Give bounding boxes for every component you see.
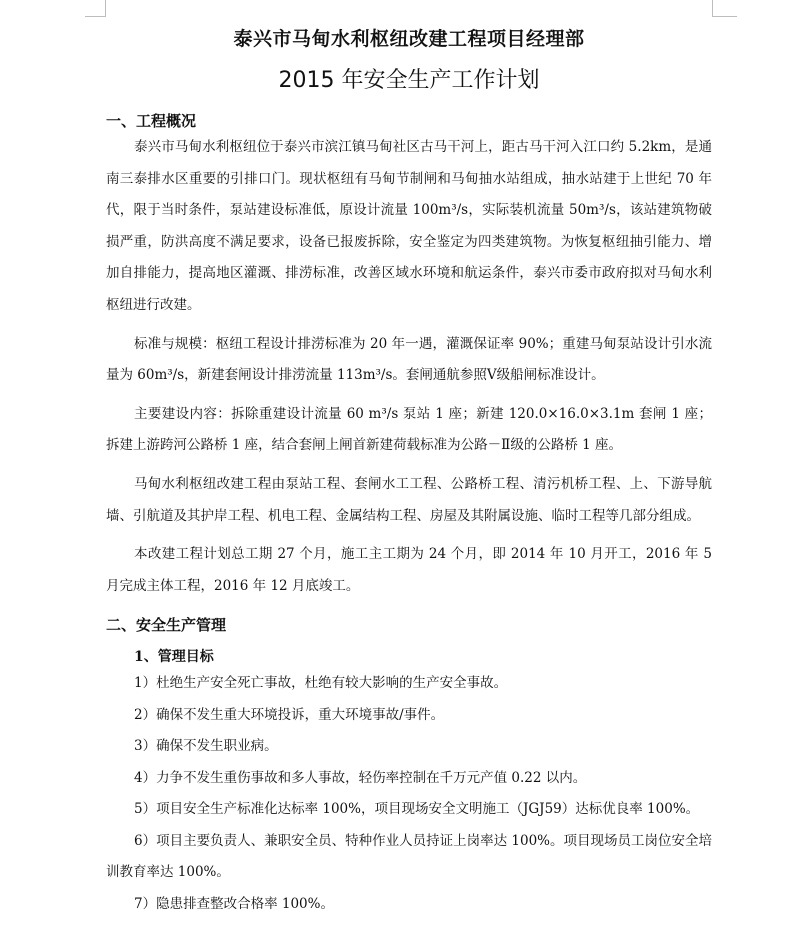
schedule-paragraph: 本改建工程计划总工期 27 个月，施工主工期为 24 个月，即 2014 年 10 月开工，2016 年 5 月完成主体工程，2016 年 12 月底竣工。 — [106, 546, 712, 594]
goal-item: 4）力争不发生重伤事故和多人事故，轻伤率控制在千万元产值 0.22 以内。 — [134, 769, 587, 786]
section-heading-overview: 一、工程概况 — [106, 112, 197, 130]
goal-item: 1）杜绝生产安全死亡事故，杜绝有较大影响的生产安全事故。 — [134, 675, 508, 692]
overview-paragraph: 泰兴市马甸水利枢纽位于泰兴市滨江镇马甸社区古马干河上，距古马干河入江口约 5.2km，是通南三泰排水区重要的引排口门。现状枢纽有马甸节制闸和马甸抽水站组成，抽水站建于上世纪 70 年代，限于当时条件，泵站建设标准低，原设计流量 100m³/s，实际装机流量 50m³/s，该站建筑物破损严重，防洪高度不满足要求，设备已报废拆除，安全鉴定为四类建筑物。为恢复枢纽抽引能力、增加自排能力，提高地区灌溉、排涝标准，改善区域水环境和航运条件，泰兴市委市政府拟对马甸水利枢纽进行改建。 — [106, 139, 712, 313]
goal-item: 6）项目主要负责人、兼职安全员、特种作业人员持证上岗率达 100%。项目现场员工岗位安全培训教育率达 100%。 — [106, 832, 712, 881]
goal-item: 3）确保不发生职业病。 — [134, 738, 278, 755]
section-heading-safety: 二、安全生产管理 — [106, 616, 227, 635]
subsection-heading-goals: 1、管理目标 — [134, 649, 214, 666]
page-corner-mark-left — [85, 0, 106, 17]
construction-content-paragraph: 主要建设内容：拆除重建设计流量 60 m³/s 泵站 1 座；新建 120.0×16.0×3.1m 套闸 1 座；拆建上游跨河公路桥 1 座，结合套闸上闸首新建荷载标准为公路－Ⅱ级的公路桥 1 座。 — [106, 405, 712, 454]
project-composition-paragraph: 马甸水利枢纽改建工程由泵站工程、套闸水工工程、公路桥工程、清污机桥工程、上、下游导航墙、引航道及其护岸工程、机电工程、金属结构工程、房屋及其附属设施、临时工程等几部分组成。 — [106, 475, 712, 524]
goal-item: 7）隐患排查整改合格率 100%。 — [134, 895, 334, 912]
standard-scale-paragraph: 标准与规模：枢纽工程设计排涝标准为 20 年一遇，灌溉保证率 90%；重建马甸泵站设计引水流量为 60m³/s，新建套闸设计排涝流量 113m³/s。套闸通航参照Ⅴ级船闸标准设计。 — [106, 335, 712, 384]
document-subtitle: 2015 年安全生产工作计划 — [278, 68, 540, 93]
page-corner-mark-right — [712, 0, 737, 17]
document-page — [106, 20, 712, 920]
goal-item: 5）项目安全生产标准化达标率 100%，项目现场安全文明施工（JGJ59）达标优良率 100%。 — [134, 801, 700, 818]
document-title: 泰兴市马甸水利枢纽改建工程项目经理部 — [233, 28, 585, 50]
goal-item: 2）确保不发生重大环境投诉，重大环境事故/事件。 — [134, 706, 445, 723]
